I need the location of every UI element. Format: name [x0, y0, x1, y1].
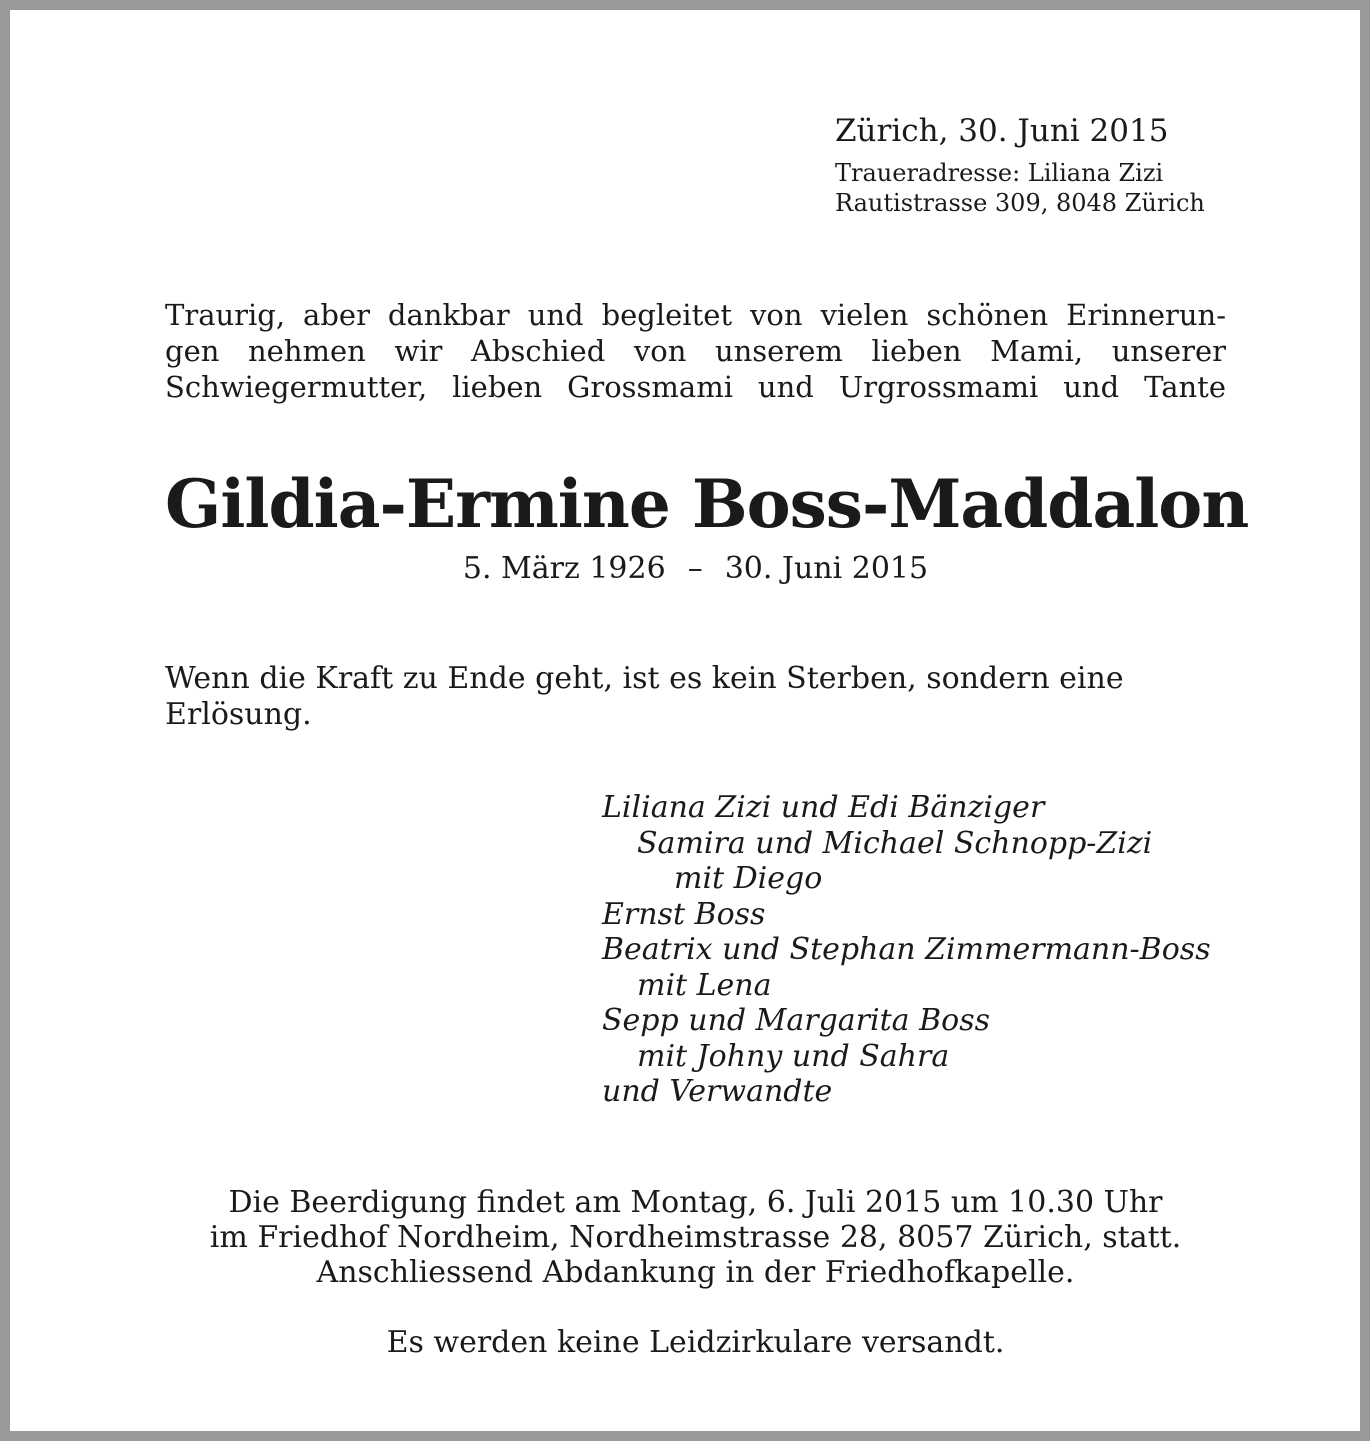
life-dates — [165, 550, 1226, 588]
mourning-address-street: Rautistrasse 309, 8048 Zürich — [835, 189, 1205, 217]
no-circulars-notice: Es werden keine Leidzirkulare versandt. — [386, 1325, 1005, 1360]
mourner-entry: Ernst Boss — [602, 896, 766, 932]
funeral-details — [165, 1185, 1226, 1290]
mourners-list — [602, 790, 1211, 1110]
mourning-address-name: Traueradresse: Liliana Zizi — [835, 159, 1164, 187]
intro-line: Schwiegermutter, lieben Grossmami und Urgrossmami und Tante — [165, 370, 1226, 404]
quote-line: Wenn die Kraft zu Ende geht, ist es kein Sterben, sondern eine — [165, 661, 1124, 696]
death-date: 30. Juni 2015 — [724, 551, 929, 586]
mourner-entry: Samira und Michael Schnopp-Zizi — [637, 825, 1153, 861]
intro-line: gen nehmen wir Abschied von unserem lieben Mami, unserer — [165, 334, 1226, 368]
birth-date: 5. März 1926 — [462, 551, 666, 586]
intro-paragraph — [165, 297, 1226, 405]
date-separator: – — [687, 551, 703, 586]
mourner-entry: Sepp und Margarita Boss — [602, 1003, 990, 1038]
quote-line: Erlösung. — [165, 697, 312, 732]
mourner-entry: mit Lena — [637, 967, 772, 1003]
deceased-name: Gildia-Ermine Boss-Maddalon — [165, 465, 1249, 543]
intro-line: Traurig, aber dankbar und begleitet von vielen schönen Erinnerun- — [165, 298, 1226, 332]
mourner-entry: Beatrix und Stephan Zimmermann-Boss — [602, 932, 1211, 967]
mourner-entry: mit Johny und Sahra — [637, 1038, 950, 1074]
quote — [165, 661, 1226, 733]
place-date: Zürich, 30. Juni 2015 — [835, 113, 1169, 149]
mourner-entry: Liliana Zizi und Edi Bänziger — [602, 790, 1045, 825]
mourner-entry: und Verwandte — [602, 1074, 833, 1109]
funeral-line: im Friedhof Nordheim, Nordheimstrasse 28, 8057 Zürich, statt. — [209, 1220, 1182, 1255]
funeral-line: Anschliessend Abdankung in der Friedhofkapelle. — [316, 1255, 1075, 1290]
funeral-line: Die Beerdigung findet am Montag, 6. Juli 2015 um 10.30 Uhr — [228, 1185, 1163, 1220]
mourner-entry: mit Diego — [674, 861, 823, 896]
